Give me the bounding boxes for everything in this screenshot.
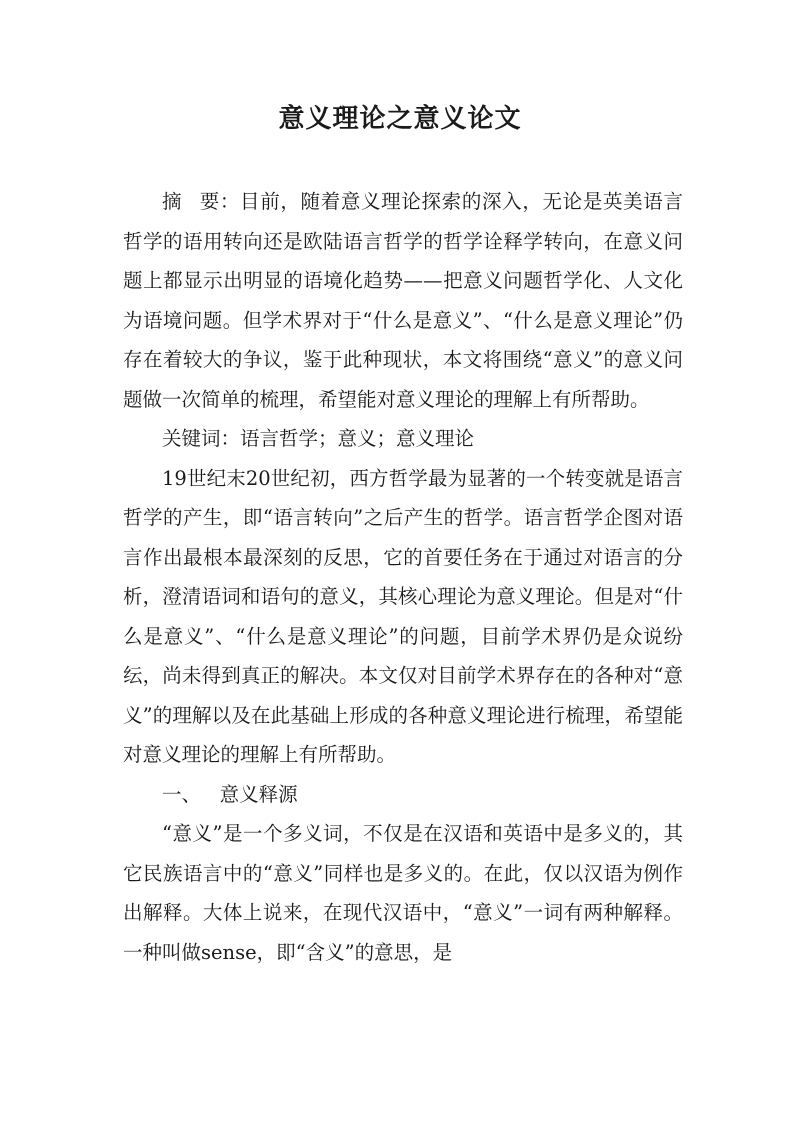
section-title: 意义释源: [219, 782, 298, 806]
abstract-label-part-2: 要：: [199, 190, 241, 213]
keywords-label: 关键词：: [162, 427, 241, 450]
keywords-paragraph: [123, 419, 683, 459]
section-number: 一、: [162, 782, 202, 806]
document-title: 意义理论之意义论文: [278, 104, 522, 134]
abstract-text: 目前，随着意义理论探索的深入，无论是英美语言哲学的语用转向还是欧陆语言哲学的哲学诠释学转向，在意义问题上都显示出明显的语境化趋势——把意义问题哲学化、人文化为语境问题。但学术界对于“什么是意义”、“什么是意义理论”仍存在着较大的争议，鉴于此种现状，本文将围绕“意义”的意义问题做一次简单的梳理，希望能对意义理论的理解上有所帮助。: [123, 190, 683, 411]
keywords-text: 语言哲学；意义；意义理论: [240, 427, 475, 450]
abstract-paragraph: [123, 182, 683, 419]
document-body: [123, 182, 683, 972]
intro-paragraph: 19世纪末20世纪初，西方哲学最为显著的一个转变就是语言哲学的产生，即“语言转向”之后产生的哲学。语言哲学企图对语言作出最根本最深刻的反思，它的首要任务在于通过对语言的分析，澄清语词和语句的意义，其核心理论为意义理论。但是对“什么是意义”、“什么是意义理论”的问题，目前学术界仍是众说纷纭，尚未得到真正的解决。本文仅对目前学术界存在的各种对“意义”的理解以及在此基础上形成的各种意义理论进行梳理，希望能对意义理论的理解上有所帮助。: [123, 466, 683, 766]
section-paragraph: “意义”是一个多义词，不仅是在汉语和英语中是多义的，其它民族语言中的“意义”同样也是多义的。在此，仅以汉语为例作出解释。大体上说来，在现代汉语中，“意义”一词有两种解释。一种叫做sense，即“含义”的意思，是: [123, 822, 683, 964]
section-heading: [123, 775, 683, 815]
abstract-label-part-1: 摘: [162, 190, 200, 213]
